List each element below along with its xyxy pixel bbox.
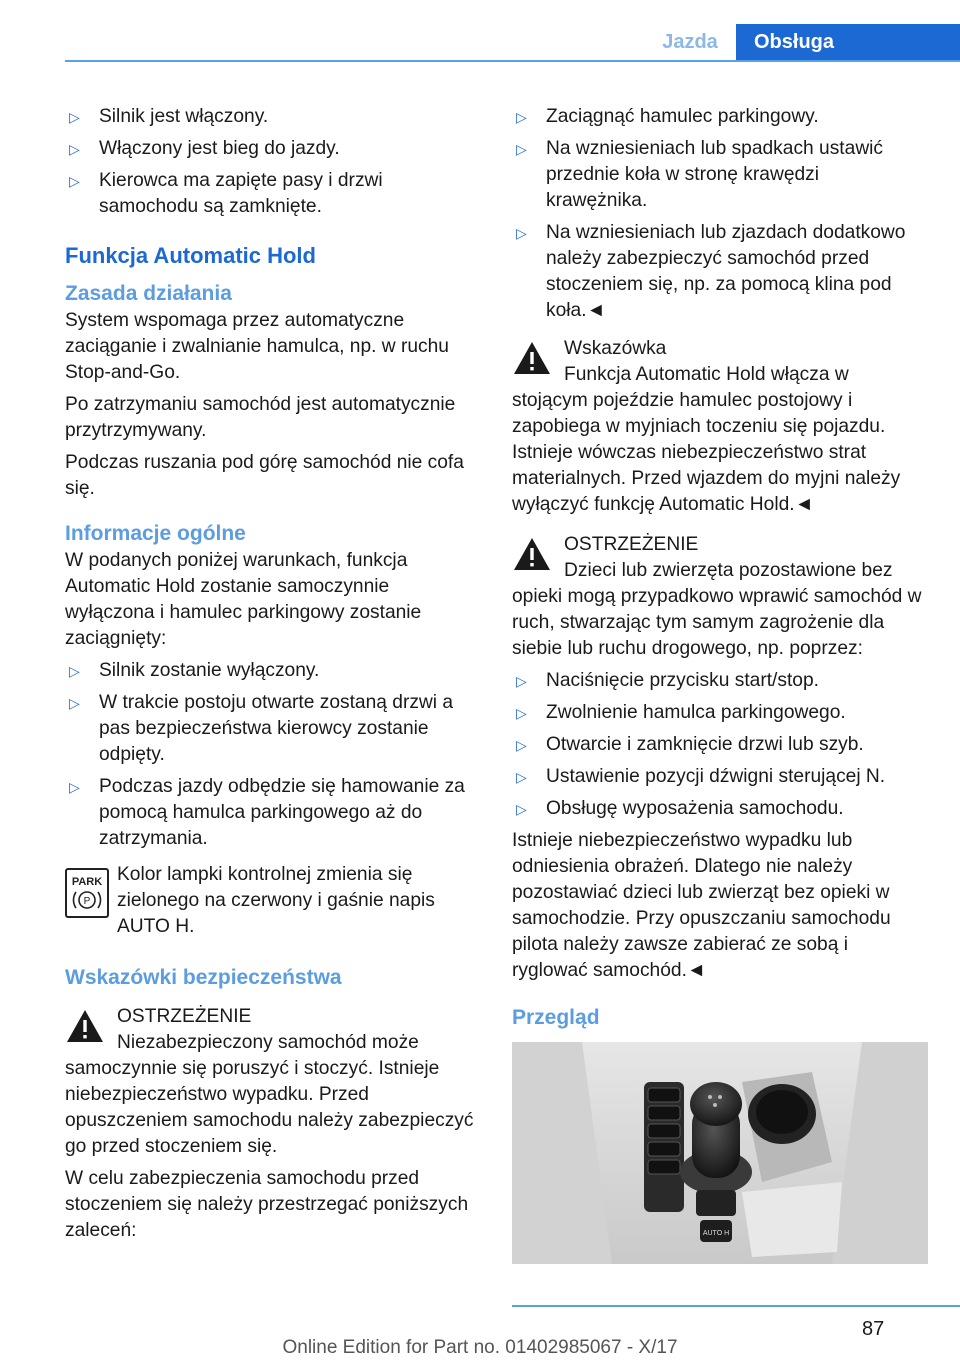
- heading-principle: Zasada działania: [65, 282, 232, 305]
- heading-automatic-hold: Funkcja Automatic Hold: [65, 243, 316, 268]
- warning-note: [512, 532, 924, 662]
- paragraph: W podanych poniżej warunkach, funkcja Automatic Hold zostanie samoczynnie wyłączona i hamulec parkingowy zostanie zaciągnięty:: [65, 550, 422, 649]
- list-item: ▷ Silnik jest włączony.: [65, 104, 477, 130]
- paragraph: Podczas ruszania pod górę samochód nie cofa się.: [65, 452, 464, 499]
- list-item: ▷ Na wzniesieniach lub zjazdach dodatkowo należy zabezpieczyć samochód przed stoczeniem się, np. za pomocą klina pod koła.◄: [516, 222, 906, 321]
- warning-title: OSTRZEŻENIE: [564, 534, 699, 555]
- paragraph: Po zatrzymaniu samochód jest automatycznie przytrzymywany.: [65, 394, 456, 441]
- page-number: 87: [862, 1318, 885, 1340]
- list-item: ▷ Podczas jazdy odbędzie się hamowanie za pomocą hamulca parkingowego aż do zatrzymania.: [69, 776, 465, 849]
- triangle-bullet-icon: ▷: [516, 225, 527, 241]
- list-item: ▷ Naciśnięcie przycisku start/stop.: [512, 668, 924, 694]
- child-risk-list: [512, 668, 924, 822]
- list-item: ▷ Ustawienie pozycji dźwigni sterującej N.: [512, 764, 924, 790]
- triangle-bullet-icon: ▷: [69, 141, 80, 157]
- list-item: ▷ Na wzniesieniach lub spadkach ustawić przednie koła w stronę krawędzi krawężnika.: [516, 138, 884, 211]
- triangle-bullet-icon: ▷: [69, 109, 80, 125]
- photo-auto-h-label: AUTO H: [702, 1230, 730, 1237]
- section-tab-obsluga[interactable]: Obsługa: [736, 24, 960, 61]
- hint-text: Funkcja Automatic Hold włącza w stojącym pojeździe hamulec postojowy i zapobiega w myjniach toczeniu się pojazdu. Istnieje wówczas niebezpieczeństwo strat materialnych. Przed wjazdem do myjni należy wyłączyć funkcję Automatic Hold.◄: [512, 364, 901, 515]
- securing-list: [512, 104, 924, 324]
- triangle-bullet-icon: ▷: [516, 673, 527, 689]
- triangle-bullet-icon: ▷: [516, 109, 527, 125]
- warning-triangle-icon: [512, 536, 552, 572]
- list-item: ▷ Zwolnienie hamulca parkingowego.: [512, 700, 924, 726]
- edition-footer: Online Edition for Part no. 01402985067 - X/17: [282, 1337, 678, 1358]
- warning-title: OSTRZEŻENIE: [117, 1006, 252, 1027]
- park-note-text: Kolor lampki kontrolnej zmienia się zielonego na czerwony i gaśnie napis AUTO H.: [117, 864, 435, 937]
- triangle-bullet-icon: ▷: [69, 779, 80, 795]
- triangle-bullet-icon: ▷: [69, 695, 80, 711]
- paragraph: Istnieje niebezpieczeństwo wypadku lub odniesienia obrażeń. Dlatego nie należy pozostawiać dzieci lub zwierząt bez opieki w samochodzie. Przy opuszczaniu samochodu pilota należy zawsze zabierać ze sobą i ryglować samochód.◄: [512, 830, 891, 981]
- center-console-photo: [512, 1042, 928, 1264]
- list-item: ▷ Otwarcie i zamknięcie drzwi lub szyb.: [512, 732, 924, 758]
- header-rule: [65, 60, 960, 62]
- park-icon-label: PARK: [71, 876, 103, 888]
- warning-text: Dzieci lub zwierzęta pozostawione bez opieki mogą przypadkowo wprawić samochód w ruch, stwarzając tym samym zagrożenie dla siebie lub ruchu drogowego, np. poprzez:: [512, 560, 922, 659]
- warning-triangle-icon: [512, 340, 552, 376]
- hint-title: Wskazówka: [564, 338, 667, 359]
- list-item: ▷ Zaciągnąć hamulec parkingowy.: [512, 104, 924, 130]
- list-item: ▷ Silnik zostanie wyłączony.: [65, 658, 477, 684]
- list-item: ▷ Obsługę wyposażenia samochodu.: [512, 796, 924, 822]
- hint-note: [512, 336, 924, 518]
- triangle-bullet-icon: ▷: [516, 141, 527, 157]
- triangle-bullet-icon: ▷: [516, 801, 527, 817]
- triangle-bullet-icon: ▷: [516, 705, 527, 721]
- left-column: [65, 104, 477, 1250]
- warning-text: Niezabezpieczony samochód może samoczynnie się poruszyć i stoczyć. Istnieje niebezpieczeństwo wypadku. Przed opuszczeniem samochodu należy zabezpieczyć go przed stoczeniem się.: [65, 1032, 474, 1157]
- paragraph: System wspomaga przez automatyczne zaciąganie i zwalnianie hamulca, np. w ruchu Stop-and-Go.: [65, 310, 449, 383]
- right-column: [512, 104, 924, 1264]
- paragraph: W celu zabezpieczenia samochodu przed stoczeniem się należy przestrzegać poniższych zaleceń:: [65, 1168, 469, 1241]
- list-item: ▷ W trakcie postoju otwarte zostaną drzwi a pas bezpieczeństwa kierowcy zostanie odpięty.: [69, 692, 454, 765]
- heading-general-info: Informacje ogólne: [65, 522, 246, 545]
- footer-rule: [512, 1305, 960, 1307]
- park-brake-indicator-icon: [65, 868, 109, 918]
- heading-safety: Wskazówki bezpieczeństwa: [65, 966, 342, 989]
- conditions-list: [65, 104, 477, 220]
- deactivation-list: [65, 658, 477, 852]
- list-item: ▷ Włączony jest bieg do jazdy.: [65, 136, 477, 162]
- svg-text:P: P: [83, 896, 91, 907]
- warning-note: [65, 1004, 477, 1160]
- heading-overview: Przegląd: [512, 1006, 600, 1029]
- triangle-bullet-icon: ▷: [69, 663, 80, 679]
- warning-triangle-icon: [65, 1008, 105, 1044]
- triangle-bullet-icon: ▷: [69, 173, 80, 189]
- park-indicator-note: [65, 862, 477, 940]
- triangle-bullet-icon: ▷: [516, 737, 527, 753]
- list-item: ▷ Kierowca ma zapięte pasy i drzwi samochodu są zamknięte.: [69, 170, 383, 217]
- triangle-bullet-icon: ▷: [516, 769, 527, 785]
- section-tab-jazda[interactable]: Jazda: [662, 31, 718, 53]
